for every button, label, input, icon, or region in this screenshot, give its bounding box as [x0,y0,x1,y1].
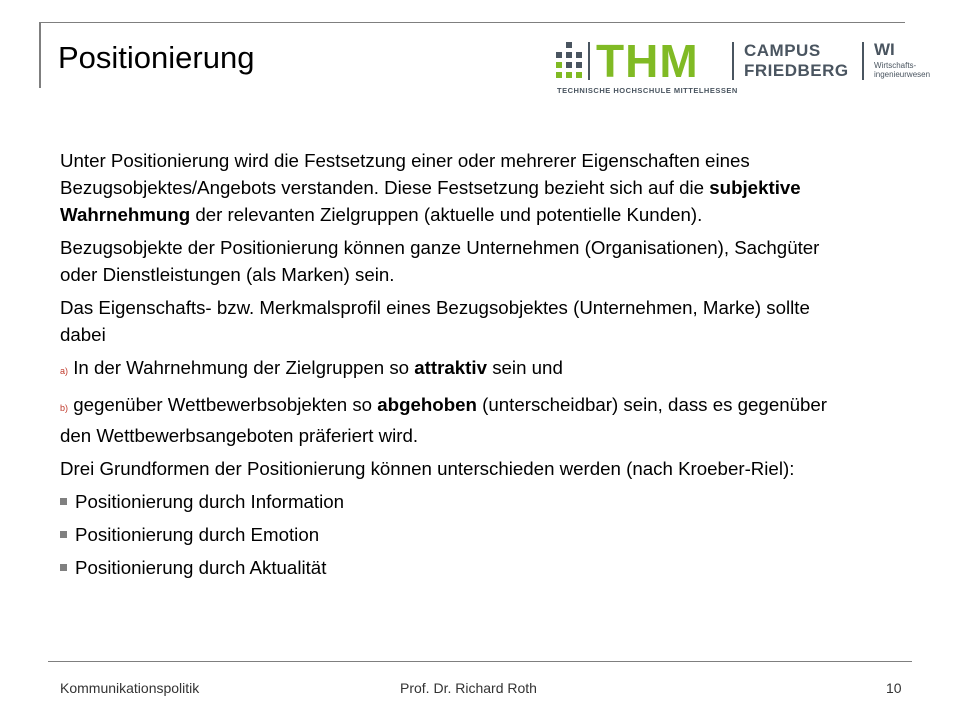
logo-dept-sub [874,61,930,79]
bullet-square-icon [60,564,67,571]
bullet-text: Positionierung durch Emotion [75,524,320,545]
thm-logo [556,35,936,98]
footer-course: Kommunikationspolitik [60,680,200,696]
logo-separator [862,42,864,80]
logo-dept-sub1: Wirtschafts- [874,61,917,70]
bullet-square-icon [60,531,67,538]
item-marker: b) [60,403,69,413]
logo-campus-line1: CAMPUS [744,41,821,60]
logo-dept: WI [874,40,895,59]
item-marker: a) [60,366,69,376]
paragraph-definition [60,147,850,228]
list-item-b [60,391,850,449]
footer-page-number: 10 [886,680,902,696]
footer-author: Prof. Dr. Richard Roth [400,680,537,696]
text: In der Wahrnehmung der Zielgruppen so [68,357,415,378]
emphasis: abgehoben [377,394,477,415]
text: der relevanten Zielgruppen (aktuelle und potentielle Kunden). [190,204,703,225]
slide-title: Positionierung [58,40,255,75]
footer-line [48,661,912,662]
bullet-item [60,554,850,581]
list-item-a [60,354,850,385]
text: Unter Positionierung wird die Festsetzung einer oder mehrerer Eigenschaften eines Bezugsobjektes/Angebots verstanden. Diese Festsetzung bezieht sich auf die [60,150,750,198]
paragraph-profile: Das Eigenschafts- bzw. Merkmalsprofil eines Bezugsobjektes (Unternehmen, Marke) sollte dabei [60,297,810,345]
bullet-text: Positionierung durch Aktualität [75,557,327,578]
logo-separator [588,42,590,80]
text: sein und [487,357,563,378]
text: (unterscheidbar) sein, dass es gegenüber den Wettbewerbsangeboten präferiert wird. [60,394,828,446]
frame-top-line [39,22,905,23]
logo-separator [732,42,734,80]
bullet-item [60,488,850,515]
bullet-square-icon [60,498,67,505]
emphasis: subjektive Wahrnehmung [60,177,801,225]
logo-subline: TECHNISCHE HOCHSCHULE MITTELHESSEN [557,86,738,95]
paragraph-forms: Drei Grundformen der Positionierung können unterschieden werden (nach Kroeber-Riel): [60,458,795,479]
logo-campus-line2: FRIEDBERG [744,61,849,80]
logo-campus [744,41,849,81]
logo-dept-sub2: ingenieurwesen [874,70,931,79]
text: gegenüber Wettbewerbsobjekten so [68,394,378,415]
bullet-item [60,521,850,548]
emphasis: attraktiv [414,357,487,378]
paragraph-objects: Bezugsobjekte der Positionierung können ganze Unternehmen (Organisationen), Sachgüter oder Dienstleistungen (als Marken) sein. [60,237,820,285]
bullet-text: Positionierung durch Information [75,491,345,512]
logo-brand: THM [596,35,699,87]
slide-body [60,147,850,587]
logo-grid-icon [556,42,582,78]
frame-left-line [39,22,41,88]
